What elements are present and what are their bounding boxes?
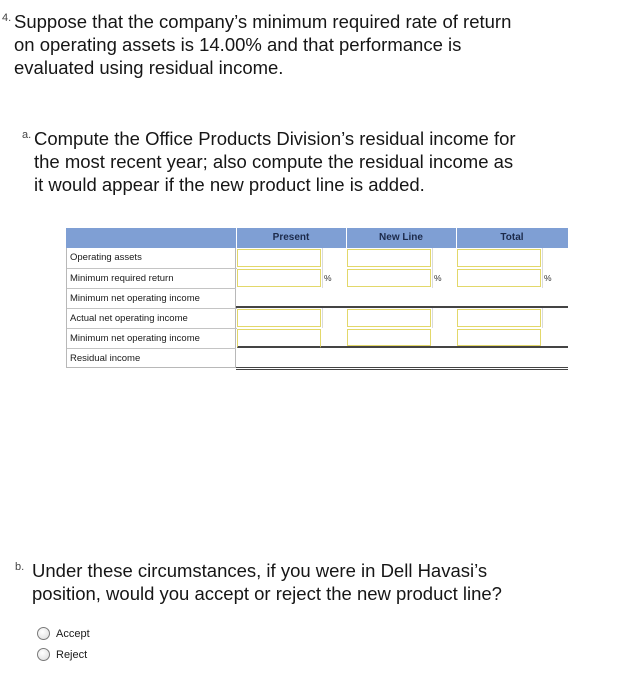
part-a-text bbox=[34, 127, 516, 196]
row-label-operating-assets: Operating assets bbox=[70, 252, 142, 263]
minimum-noi-cells[interactable] bbox=[236, 288, 568, 308]
total-operating-assets-input[interactable] bbox=[457, 249, 541, 267]
present-operating-assets-input[interactable] bbox=[237, 249, 321, 267]
row-label-residual-income: Residual income bbox=[67, 348, 237, 368]
new-line-min-noi-input[interactable] bbox=[347, 329, 431, 346]
present-min-return-input[interactable] bbox=[237, 269, 321, 287]
accept-label[interactable]: Accept bbox=[56, 627, 90, 640]
column-header-new-line: New Line bbox=[379, 232, 423, 243]
present-actual-noi-input[interactable] bbox=[237, 309, 321, 327]
total-min-noi-input[interactable] bbox=[457, 329, 541, 346]
part-a-marker: a. bbox=[22, 129, 32, 141]
part-a-line: Compute the Office Products Division’s residual income for bbox=[34, 128, 516, 149]
total-min-return-input[interactable] bbox=[457, 269, 541, 287]
question-line: Suppose that the company’s minimum required rate of return bbox=[14, 11, 512, 32]
reject-radio[interactable] bbox=[37, 648, 50, 661]
reject-label[interactable]: Reject bbox=[56, 648, 88, 661]
part-b-line: Under these circumstances, if you were in Dell Havasi’s bbox=[32, 560, 488, 581]
reject-option[interactable] bbox=[37, 648, 87, 661]
row-label-minimum-noi-2: Minimum net operating income bbox=[67, 328, 237, 348]
part-a-line: it would appear if the new product line is added. bbox=[34, 174, 425, 195]
row-label-minimum-noi: Minimum net operating income bbox=[67, 288, 237, 308]
part-b-line: position, would you accept or reject the new product line? bbox=[32, 583, 502, 604]
new-line-percent-sign: % bbox=[434, 273, 442, 283]
column-header-present: Present bbox=[272, 232, 310, 243]
table-header bbox=[66, 228, 568, 248]
part-b-text bbox=[32, 559, 502, 605]
new-line-min-return-input[interactable] bbox=[347, 269, 431, 287]
accept-radio[interactable] bbox=[37, 627, 50, 640]
question-line: on operating assets is 14.00% and that performance is bbox=[14, 34, 462, 55]
total-percent-sign: % bbox=[544, 273, 552, 283]
question-text bbox=[14, 10, 511, 79]
total-actual-noi-input[interactable] bbox=[457, 309, 541, 327]
question-line: evaluated using residual income. bbox=[14, 57, 284, 78]
residual-income-cells[interactable] bbox=[236, 348, 568, 370]
question-number: 4. bbox=[2, 12, 12, 24]
part-b-marker: b. bbox=[15, 561, 25, 573]
new-line-operating-assets-input[interactable] bbox=[347, 249, 431, 267]
row-labels bbox=[66, 248, 236, 368]
accept-option[interactable] bbox=[37, 627, 90, 640]
present-min-noi-input[interactable] bbox=[237, 329, 321, 348]
column-header-total: Total bbox=[500, 232, 524, 243]
new-line-actual-noi-input[interactable] bbox=[347, 309, 431, 327]
present-percent-sign: % bbox=[324, 273, 332, 283]
part-a-line: the most recent year; also compute the residual income as bbox=[34, 151, 514, 172]
row-label-actual-noi: Actual net operating income bbox=[67, 308, 237, 328]
row-label-minimum-required-return: Minimum required return bbox=[67, 268, 237, 288]
